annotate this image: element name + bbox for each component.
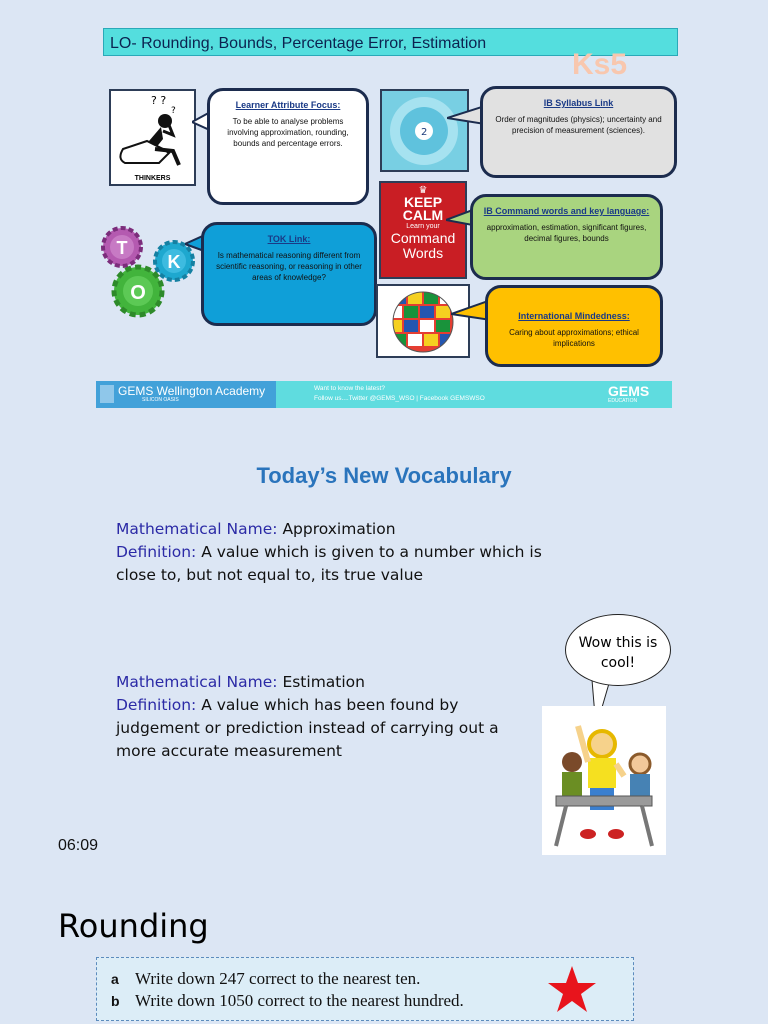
vocab-name-row bbox=[116, 671, 521, 694]
crown-icon: ♛ bbox=[418, 185, 428, 196]
vocab-definition-label: Definition: bbox=[116, 696, 197, 714]
ib-globe-picture bbox=[380, 89, 469, 172]
thinker-figure-icon bbox=[111, 91, 194, 171]
vocab-name-row bbox=[116, 518, 566, 541]
vocab-name-value: Estimation bbox=[282, 673, 365, 691]
vocab-name-label: Mathematical Name: bbox=[116, 520, 278, 538]
question-text: Write down 1050 correct to the nearest hundred. bbox=[135, 991, 464, 1010]
ib-command-body: approximation, estimation, significant figures, decimal figures, bounds bbox=[486, 223, 647, 243]
section-heading-rounding: Rounding bbox=[58, 907, 209, 945]
keep-calm-line2: CALM bbox=[402, 207, 444, 223]
banner-school-sub: SILICON OASIS bbox=[142, 397, 179, 403]
learner-attribute-callout bbox=[207, 88, 369, 205]
star-icon bbox=[545, 964, 599, 1014]
keep-calm-line3: Learn your bbox=[406, 223, 440, 230]
gear-o-label: O bbox=[130, 282, 146, 304]
question-text: Write down 247 correct to the nearest ten. bbox=[135, 969, 421, 988]
banner-logo-sub: EDUCATION bbox=[608, 398, 638, 404]
ib-globe-icon bbox=[382, 91, 467, 170]
vocab-definition-label: Definition: bbox=[116, 543, 197, 561]
learner-attribute-body: To be able to analyse problems involving approximation, rounding, bounds and percentage errors. bbox=[227, 117, 349, 148]
svg-text:? ?: ? ? bbox=[151, 94, 167, 107]
tok-title: TOK Link: bbox=[267, 234, 311, 244]
vocab-name-label: Mathematical Name: bbox=[116, 673, 278, 691]
ib-syllabus-title: IB Syllabus Link bbox=[543, 98, 614, 108]
school-crest-icon bbox=[100, 385, 114, 403]
svg-text:?: ? bbox=[171, 106, 176, 116]
vocab-name-value: Approximation bbox=[282, 520, 396, 538]
international-title: International Mindedness: bbox=[518, 311, 630, 321]
gear-t-label: T bbox=[116, 238, 128, 258]
keep-calm-line4: Command bbox=[390, 230, 456, 246]
international-callout bbox=[485, 285, 663, 367]
ib-syllabus-body: Order of magnitudes (physics); uncertainty and precision of measurement (sciences). bbox=[495, 115, 662, 135]
banner-school-name: GEMS Wellington Academy bbox=[118, 384, 266, 398]
gear-k-label: K bbox=[167, 252, 181, 272]
keep-calm-poster bbox=[379, 181, 467, 279]
thinkers-picture bbox=[109, 89, 196, 186]
vocab-title: Today’s New Vocabulary bbox=[256, 463, 512, 488]
lo-title: LO- Rounding, Bounds, Percentage Error, Estimation bbox=[110, 35, 487, 52]
tok-callout bbox=[201, 222, 377, 326]
cartoon-students-icon bbox=[542, 706, 666, 855]
svg-text:2: 2 bbox=[421, 127, 428, 138]
speech-bubble bbox=[565, 614, 671, 686]
ks-label: Ks5 bbox=[572, 48, 628, 81]
learner-attribute-title: Learner Attribute Focus: bbox=[235, 100, 341, 110]
banner-logo: GEMS bbox=[608, 383, 650, 399]
question-letter: a bbox=[111, 971, 119, 987]
banner-school-block bbox=[96, 381, 276, 408]
ib-command-callout bbox=[470, 194, 663, 280]
tok-body: Is mathematical reasoning different from scientific reasoning, or reasoning in other areas of knowledge? bbox=[216, 251, 362, 282]
thinkers-caption: THINKERS bbox=[134, 175, 171, 182]
keep-calm-line5: Words bbox=[402, 245, 444, 261]
vocab-definition-row bbox=[116, 694, 521, 763]
vocab-definition-row bbox=[116, 541, 566, 587]
cartoon-students-picture bbox=[542, 706, 666, 855]
banner-line1: Want to know the latest? bbox=[314, 385, 385, 392]
ib-command-title: IB Command words and key language: bbox=[483, 206, 650, 216]
international-body: Caring about approximations; ethical implications bbox=[509, 328, 639, 348]
vocab-definition-value: A value which has been found by judgement or prediction instead of carrying out a more accurate measurement bbox=[116, 696, 499, 760]
vocab-item-estimation bbox=[116, 671, 521, 763]
vocab-definition-value: A value which is given to a number which is close to, but not equal to, its true value bbox=[116, 543, 542, 584]
school-banner bbox=[96, 381, 672, 408]
question-letter: b bbox=[111, 993, 120, 1009]
timer-display: 06:09 bbox=[58, 837, 99, 854]
vocab-item-approximation bbox=[116, 518, 566, 587]
speech-bubble-text: Wow this is cool! bbox=[578, 635, 658, 671]
ib-syllabus-callout bbox=[480, 86, 677, 178]
banner-line2: Follow us....Twitter @GEMS_WSO | Facebook GEMSWSO bbox=[314, 395, 485, 402]
keep-calm-line1: KEEP bbox=[403, 194, 443, 210]
